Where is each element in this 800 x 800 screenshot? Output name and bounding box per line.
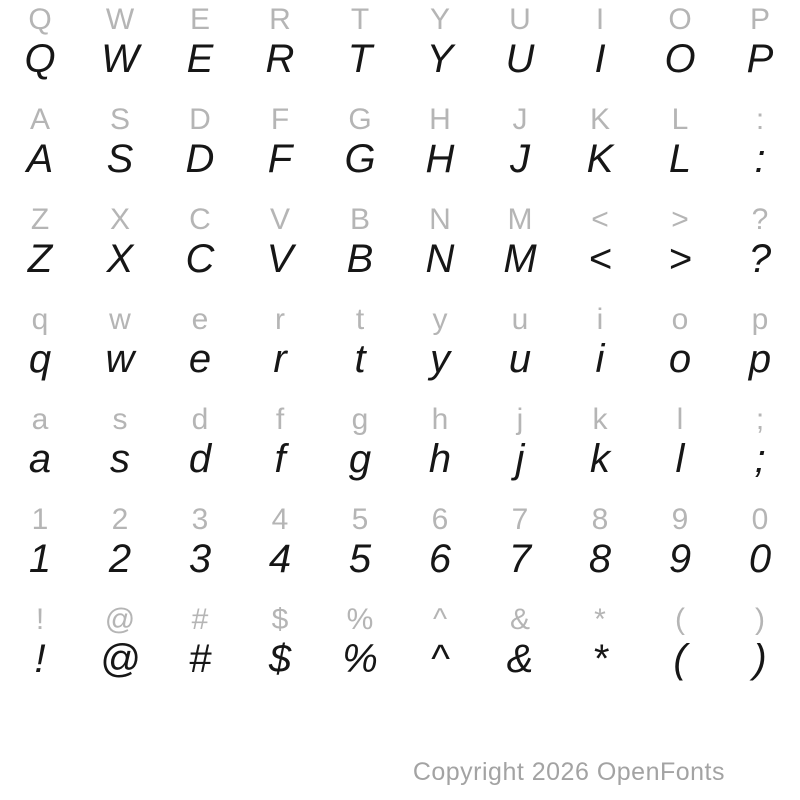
glyph-row — [0, 139, 800, 179]
specimen-glyph: 6 — [428, 537, 452, 581]
label-glyph: ) — [755, 603, 765, 636]
specimen-glyph: > — [668, 237, 692, 281]
label-glyph: 5 — [351, 503, 369, 536]
label-glyph: ; — [755, 403, 765, 436]
specimen-glyph: E — [186, 37, 214, 81]
specimen-glyph: Z — [27, 237, 53, 281]
label-glyph: 4 — [271, 503, 289, 536]
specimen-glyph: D — [185, 137, 215, 181]
specimen-glyph: 5 — [348, 537, 372, 581]
specimen-glyph: q — [28, 337, 52, 381]
label-glyph: e — [191, 303, 209, 336]
specimen-glyph: 9 — [668, 537, 692, 581]
label-glyph: d — [191, 403, 209, 436]
label-glyph: 3 — [191, 503, 209, 536]
specimen-glyph: @ — [99, 637, 141, 681]
label-glyph: R — [269, 3, 291, 36]
label-glyph: A — [29, 103, 50, 136]
specimen-glyph: 2 — [108, 537, 132, 581]
specimen-glyph: J — [510, 137, 530, 181]
label-glyph: C — [189, 203, 211, 236]
label-glyph: ( — [675, 603, 685, 636]
label-glyph: Q — [28, 3, 52, 36]
label-glyph: U — [509, 3, 531, 36]
label-glyph: B — [349, 203, 370, 236]
specimen-glyph: t — [354, 337, 366, 381]
glyph-row — [0, 439, 800, 479]
specimen-glyph: j — [515, 437, 525, 481]
label-glyph: q — [31, 303, 49, 336]
copyright-notice: Copyright 2026 OpenFonts — [412, 758, 725, 786]
specimen-glyph: W — [101, 37, 139, 81]
glyph-row — [0, 239, 800, 279]
specimen-glyph: r — [273, 337, 287, 381]
specimen-glyph: P — [746, 37, 774, 81]
label-glyph: M — [507, 203, 533, 236]
label-glyph: ? — [751, 203, 769, 236]
label-glyph: j — [516, 403, 524, 436]
specimen-glyph: a — [28, 437, 52, 481]
specimen-glyph: * — [592, 637, 608, 681]
specimen-glyph: d — [188, 437, 212, 481]
specimen-glyph: H — [425, 137, 455, 181]
specimen-glyph: k — [590, 437, 610, 481]
specimen-glyph: T — [347, 37, 373, 81]
specimen-glyph: w — [105, 337, 135, 381]
specimen-glyph: A — [26, 137, 54, 181]
label-glyph: X — [109, 203, 130, 236]
specimen-glyph: 1 — [28, 537, 52, 581]
specimen-glyph: I — [594, 37, 606, 81]
label-row — [0, 405, 800, 435]
specimen-glyph: Q — [24, 37, 56, 81]
specimen-glyph: ! — [34, 637, 46, 681]
glyph-row — [0, 539, 800, 579]
label-glyph: 2 — [111, 503, 129, 536]
glyph-row — [0, 339, 800, 379]
label-glyph: K — [589, 103, 610, 136]
specimen-row-pair — [0, 600, 800, 700]
label-row — [0, 505, 800, 535]
label-glyph: J — [512, 103, 528, 136]
label-glyph: ! — [35, 603, 45, 636]
label-glyph: V — [269, 203, 290, 236]
specimen-glyph: K — [586, 137, 614, 181]
label-glyph: 0 — [751, 503, 769, 536]
specimen-glyph: O — [664, 37, 696, 81]
label-glyph: # — [191, 603, 209, 636]
specimen-row-pair — [0, 500, 800, 600]
label-glyph: * — [594, 603, 606, 636]
specimen-glyph: S — [106, 137, 134, 181]
label-row — [0, 105, 800, 135]
glyph-row — [0, 39, 800, 79]
specimen-glyph: y — [430, 337, 450, 381]
label-glyph: f — [275, 403, 285, 436]
specimen-row-pair — [0, 300, 800, 400]
specimen-glyph: s — [110, 437, 130, 481]
label-glyph: u — [511, 303, 529, 336]
label-row — [0, 605, 800, 635]
label-glyph: Z — [30, 203, 50, 236]
specimen-row-pair — [0, 400, 800, 500]
specimen-glyph: ^ — [430, 637, 450, 681]
label-glyph: G — [348, 103, 372, 136]
label-glyph: 8 — [591, 503, 609, 536]
label-glyph: & — [509, 603, 530, 636]
label-glyph: W — [105, 3, 135, 36]
label-glyph: 7 — [511, 503, 529, 536]
specimen-glyph: 8 — [588, 537, 612, 581]
specimen-glyph: 4 — [268, 537, 292, 581]
specimen-row-pair — [0, 200, 800, 300]
label-glyph: H — [429, 103, 451, 136]
specimen-glyph: 7 — [508, 537, 532, 581]
specimen-glyph: ? — [748, 237, 772, 281]
label-glyph: 1 — [31, 503, 49, 536]
label-glyph: N — [429, 203, 451, 236]
label-glyph: i — [596, 303, 604, 336]
label-glyph: F — [270, 103, 290, 136]
label-glyph: k — [592, 403, 608, 436]
specimen-glyph: & — [506, 637, 534, 681]
specimen-row-pair — [0, 0, 800, 100]
specimen-row-pair — [0, 100, 800, 200]
specimen-glyph: : — [754, 137, 766, 181]
specimen-glyph: R — [265, 37, 295, 81]
specimen-glyph: u — [508, 337, 532, 381]
label-glyph: I — [595, 3, 605, 36]
specimen-glyph: < — [588, 237, 612, 281]
label-glyph: L — [671, 103, 689, 136]
label-glyph: h — [431, 403, 449, 436]
label-glyph: y — [432, 303, 448, 336]
label-glyph: o — [671, 303, 689, 336]
specimen-glyph: X — [106, 237, 134, 281]
label-glyph: $ — [271, 603, 289, 636]
specimen-glyph: V — [266, 237, 294, 281]
specimen-glyph: l — [675, 437, 685, 481]
specimen-glyph: F — [267, 137, 293, 181]
label-glyph: 9 — [671, 503, 689, 536]
label-glyph: r — [275, 303, 285, 336]
specimen-glyph: f — [274, 437, 286, 481]
specimen-glyph: 0 — [748, 537, 772, 581]
label-glyph: s — [112, 403, 128, 436]
label-glyph: Y — [429, 3, 450, 36]
specimen-glyph: i — [595, 337, 605, 381]
label-glyph: p — [751, 303, 769, 336]
label-glyph: g — [351, 403, 369, 436]
specimen-glyph: $ — [268, 637, 292, 681]
label-glyph: O — [668, 3, 692, 36]
label-row — [0, 305, 800, 335]
label-glyph: a — [31, 403, 49, 436]
label-glyph: % — [346, 603, 374, 636]
specimen-glyph: h — [428, 437, 452, 481]
specimen-glyph: ; — [754, 437, 766, 481]
specimen-glyph: ( — [673, 637, 687, 681]
specimen-glyph: o — [668, 337, 692, 381]
label-glyph: w — [109, 303, 131, 336]
specimen-glyph: B — [346, 237, 374, 281]
label-glyph: 6 — [431, 503, 449, 536]
specimen-glyph: e — [188, 337, 212, 381]
specimen-glyph: M — [503, 237, 537, 281]
specimen-glyph: G — [344, 137, 376, 181]
label-row — [0, 205, 800, 235]
label-glyph: ^ — [432, 603, 448, 636]
specimen-glyph: Y — [426, 37, 454, 81]
specimen-glyph: ) — [753, 637, 767, 681]
label-glyph: @ — [104, 603, 136, 636]
label-glyph: > — [671, 203, 689, 236]
specimen-glyph: g — [348, 437, 372, 481]
label-glyph: S — [109, 103, 130, 136]
label-glyph: E — [189, 3, 210, 36]
label-glyph: < — [591, 203, 609, 236]
specimen-glyph: % — [342, 637, 378, 681]
label-row — [0, 5, 800, 35]
glyph-row — [0, 639, 800, 679]
label-glyph: t — [355, 303, 365, 336]
label-glyph: T — [350, 3, 370, 36]
specimen-glyph: p — [748, 337, 772, 381]
specimen-glyph: C — [185, 237, 215, 281]
specimen-glyph: 3 — [188, 537, 212, 581]
specimen-glyph: # — [188, 637, 212, 681]
label-glyph: P — [749, 3, 770, 36]
label-glyph: l — [676, 403, 684, 436]
label-glyph: : — [755, 103, 765, 136]
specimen-glyph: U — [505, 37, 535, 81]
specimen-glyph: L — [668, 137, 692, 181]
label-glyph: D — [189, 103, 211, 136]
specimen-glyph: N — [425, 237, 455, 281]
